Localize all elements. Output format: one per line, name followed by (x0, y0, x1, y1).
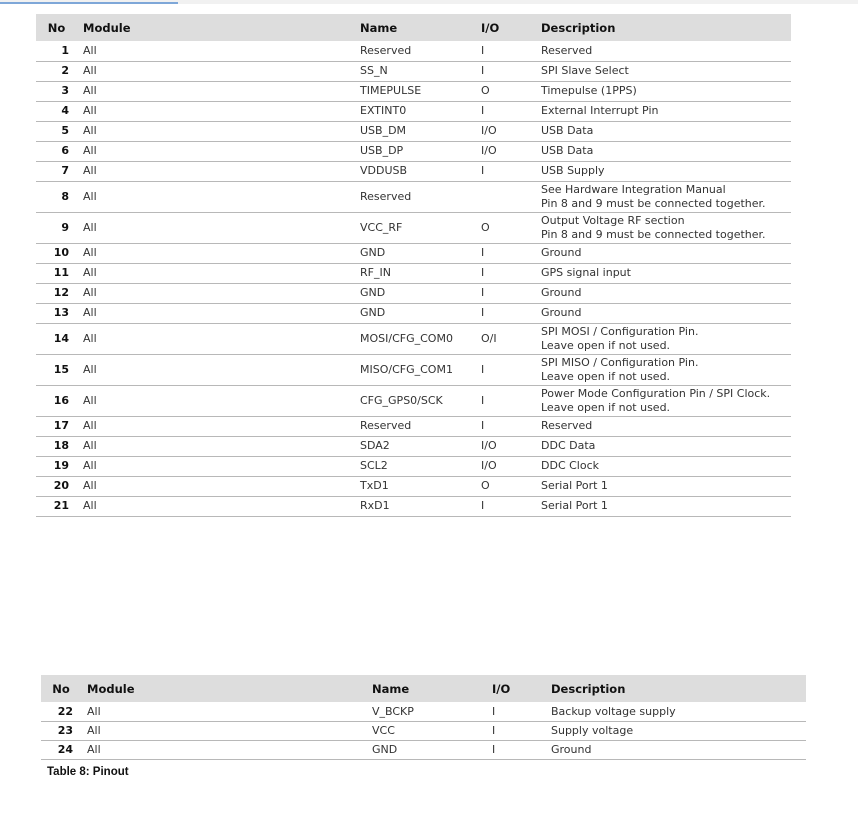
pin-number-cell: 13 (36, 303, 77, 323)
table-row (36, 416, 791, 436)
module-cell: All (77, 496, 354, 516)
description-cell (545, 740, 806, 759)
table-row (36, 61, 791, 81)
header-module: Module (77, 14, 354, 41)
pin-name-cell: RF_IN (354, 263, 475, 283)
description-line: Ground (541, 246, 582, 260)
pin-name-cell: Reserved (354, 181, 475, 212)
pin-name-cell: GND (354, 243, 475, 263)
table-row (36, 456, 791, 476)
description-line: DDC Data (541, 439, 596, 453)
table-row (36, 385, 791, 416)
pin-name-cell: EXTINT0 (354, 101, 475, 121)
description-cell (535, 41, 791, 61)
pin-name-cell: V_BCKP (366, 702, 486, 721)
table-row (36, 81, 791, 101)
description-line: Leave open if not used. (541, 400, 671, 414)
pin-number-cell: 15 (36, 354, 77, 385)
pin-number-cell: 16 (36, 385, 77, 416)
description-line: Pin 8 and 9 must be connected together. (541, 227, 766, 241)
module-cell: All (77, 161, 354, 181)
pin-name-cell: GND (354, 283, 475, 303)
pin-number-cell: 9 (36, 212, 77, 243)
pin-number-cell: 5 (36, 121, 77, 141)
module-cell: All (77, 212, 354, 243)
pin-name-cell: TxD1 (354, 476, 475, 496)
pin-number-cell: 7 (36, 161, 77, 181)
module-cell: All (81, 721, 366, 740)
pin-number-cell: 23 (41, 721, 81, 740)
table-row (36, 212, 791, 243)
description-cell (535, 283, 791, 303)
module-cell: All (77, 141, 354, 161)
description-cell (535, 456, 791, 476)
pin-name-cell: GND (354, 303, 475, 323)
description-cell (535, 385, 791, 416)
table-row (36, 283, 791, 303)
pin-number-cell: 10 (36, 243, 77, 263)
pin-number-cell: 20 (36, 476, 77, 496)
description-line: External Interrupt Pin (541, 104, 659, 118)
table-row (41, 740, 806, 759)
module-cell: All (77, 283, 354, 303)
description-cell (535, 212, 791, 243)
pin-number-cell: 21 (36, 496, 77, 516)
pin-name-cell: SS_N (354, 61, 475, 81)
description-cell (535, 436, 791, 456)
pin-name-cell: MOSI/CFG_COM0 (354, 323, 475, 354)
module-cell: All (77, 41, 354, 61)
description-cell (535, 121, 791, 141)
table-row (36, 496, 791, 516)
module-cell: All (77, 243, 354, 263)
description-cell (535, 354, 791, 385)
header-io: I/O (486, 675, 545, 702)
io-cell: I (486, 702, 545, 721)
description-cell (535, 141, 791, 161)
io-cell: I (475, 354, 535, 385)
pin-number-cell: 4 (36, 101, 77, 121)
io-cell: I/O (475, 436, 535, 456)
io-cell: I (475, 416, 535, 436)
module-cell: All (81, 740, 366, 759)
description-line: SPI Slave Select (541, 64, 629, 78)
module-cell: All (77, 263, 354, 283)
module-cell: All (81, 702, 366, 721)
io-cell (475, 181, 535, 212)
module-cell: All (77, 61, 354, 81)
description-line: Ground (541, 306, 582, 320)
description-line: Serial Port 1 (541, 499, 608, 513)
module-cell: All (77, 456, 354, 476)
description-cell (535, 496, 791, 516)
description-line: Leave open if not used. (541, 369, 671, 383)
description-line: DDC Clock (541, 459, 600, 473)
description-cell (535, 243, 791, 263)
pin-name-cell: VCC_RF (354, 212, 475, 243)
module-cell: All (77, 436, 354, 456)
pin-number-cell: 22 (41, 702, 81, 721)
io-cell: I (475, 303, 535, 323)
description-line: Output Voltage RF section (541, 214, 685, 228)
description-line: USB Data (541, 144, 594, 158)
io-cell: I (475, 61, 535, 81)
description-cell (545, 721, 806, 740)
table-row (36, 181, 791, 212)
io-cell: O (475, 212, 535, 243)
table-row (36, 121, 791, 141)
pin-name-cell: Reserved (354, 416, 475, 436)
io-cell: I/O (475, 141, 535, 161)
description-line: SPI MISO / Configuration Pin. (541, 356, 699, 370)
pin-name-cell: TIMEPULSE (354, 81, 475, 101)
module-cell: All (77, 323, 354, 354)
pin-number-cell: 19 (36, 456, 77, 476)
table-header-row (36, 14, 791, 41)
pin-name-cell: MISO/CFG_COM1 (354, 354, 475, 385)
pin-number-cell: 18 (36, 436, 77, 456)
table-row (36, 41, 791, 61)
description-cell (535, 476, 791, 496)
description-cell (535, 263, 791, 283)
module-cell: All (77, 354, 354, 385)
description-cell (535, 81, 791, 101)
description-cell (535, 161, 791, 181)
pin-name-cell: CFG_GPS0/SCK (354, 385, 475, 416)
module-cell: All (77, 385, 354, 416)
io-cell: I/O (475, 121, 535, 141)
module-cell: All (77, 81, 354, 101)
description-line: Leave open if not used. (541, 338, 671, 352)
description-cell (535, 416, 791, 436)
table-header-row (41, 675, 806, 702)
table-row (36, 303, 791, 323)
description-line: Reserved (541, 419, 593, 433)
header-description: Description (535, 14, 791, 41)
pin-number-cell: 6 (36, 141, 77, 161)
pin-name-cell: RxD1 (354, 496, 475, 516)
pin-name-cell: VDDUSB (354, 161, 475, 181)
description-cell (535, 303, 791, 323)
description-cell (535, 101, 791, 121)
top-bar (0, 0, 858, 4)
pin-number-cell: 24 (41, 740, 81, 759)
pinout-table-2 (41, 675, 806, 760)
pin-name-cell: Reserved (354, 41, 475, 61)
table-row (36, 161, 791, 181)
io-cell: O (475, 81, 535, 101)
io-cell: O (475, 476, 535, 496)
pin-name-cell: GND (366, 740, 486, 759)
description-line: Reserved (541, 44, 593, 58)
io-cell: I (486, 721, 545, 740)
table-row (41, 721, 806, 740)
table-row (41, 702, 806, 721)
description-line: Pin 8 and 9 must be connected together. (541, 196, 766, 210)
header-name: Name (366, 675, 486, 702)
pin-name-cell: USB_DP (354, 141, 475, 161)
pin-number-cell: 14 (36, 323, 77, 354)
io-cell: I/O (475, 456, 535, 476)
description-line: Backup voltage supply (551, 704, 676, 718)
top-bar-accent (0, 2, 178, 4)
io-cell: I (475, 161, 535, 181)
header-module: Module (81, 675, 366, 702)
description-line: Power Mode Configuration Pin / SPI Clock. (541, 387, 771, 401)
description-cell (535, 61, 791, 81)
description-line: SPI MOSI / Configuration Pin. (541, 325, 699, 339)
io-cell: I (475, 385, 535, 416)
description-line: Ground (541, 286, 582, 300)
io-cell: I (475, 496, 535, 516)
description-line: Supply voltage (551, 723, 634, 737)
io-cell: I (486, 740, 545, 759)
table-row (36, 476, 791, 496)
io-cell: O/I (475, 323, 535, 354)
header-description: Description (545, 675, 806, 702)
pin-number-cell: 17 (36, 416, 77, 436)
table-caption: Table 8: Pinout (47, 766, 129, 778)
table-row (36, 354, 791, 385)
pin-number-cell: 8 (36, 181, 77, 212)
description-line: See Hardware Integration Manual (541, 183, 726, 197)
pin-number-cell: 12 (36, 283, 77, 303)
table-row (36, 263, 791, 283)
table-row (36, 141, 791, 161)
description-line: USB Supply (541, 164, 605, 178)
pin-number-cell: 11 (36, 263, 77, 283)
header-no: No (41, 675, 81, 702)
table-row (36, 323, 791, 354)
module-cell: All (77, 416, 354, 436)
table-row (36, 436, 791, 456)
table-row (36, 243, 791, 263)
pin-number-cell: 3 (36, 81, 77, 101)
module-cell: All (77, 121, 354, 141)
pin-number-cell: 2 (36, 61, 77, 81)
table-row (36, 101, 791, 121)
pin-name-cell: SDA2 (354, 436, 475, 456)
module-cell: All (77, 303, 354, 323)
pinout-table-1 (36, 14, 791, 517)
io-cell: I (475, 41, 535, 61)
pin-number-cell: 1 (36, 41, 77, 61)
pin-name-cell: USB_DM (354, 121, 475, 141)
module-cell: All (77, 101, 354, 121)
description-line: Serial Port 1 (541, 479, 608, 493)
header-no: No (36, 14, 77, 41)
description-cell (545, 702, 806, 721)
io-cell: I (475, 243, 535, 263)
description-cell (535, 181, 791, 212)
pin-name-cell: SCL2 (354, 456, 475, 476)
description-line: GPS signal input (541, 266, 631, 280)
description-line: Timepulse (1PPS) (541, 84, 637, 98)
description-line: Ground (551, 742, 592, 756)
description-cell (535, 323, 791, 354)
io-cell: I (475, 263, 535, 283)
header-name: Name (354, 14, 475, 41)
io-cell: I (475, 101, 535, 121)
pin-name-cell: VCC (366, 721, 486, 740)
module-cell: All (77, 476, 354, 496)
io-cell: I (475, 283, 535, 303)
module-cell: All (77, 181, 354, 212)
header-io: I/O (475, 14, 535, 41)
description-line: USB Data (541, 124, 594, 138)
